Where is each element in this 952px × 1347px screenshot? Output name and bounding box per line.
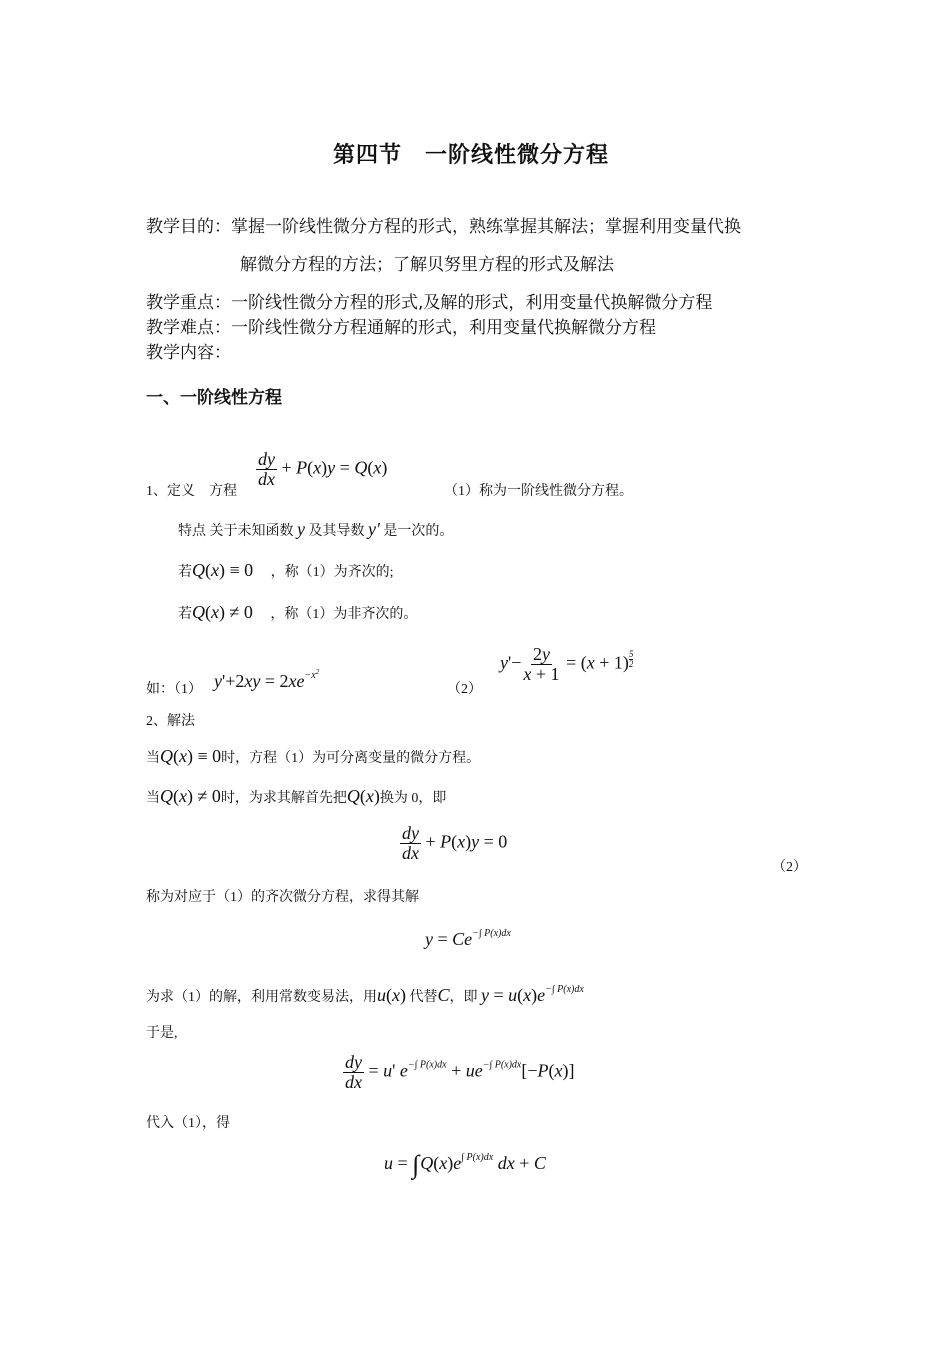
feature-text-a: 特点 关于未知函数 [178,524,294,539]
u-solution-equation: $u = \int Q(x)e^{\int P(x)dx}$ dx + C [384,1150,546,1179]
feature-line [178,519,453,540]
variation-line [146,984,584,1006]
nonhomog-prefix: 若 [178,607,192,622]
variation-mid: 代替 [409,990,438,1005]
y-symbol: y [297,519,305,539]
u-of-x: u(x) [377,985,406,1005]
case-q-zero [146,746,480,767]
solution-heading: 2、解法 [146,714,195,729]
y-prime-symbol: y' [368,519,380,539]
definition-suffix: （1）称为一阶线性微分方程。 [444,484,633,499]
variation-prefix: 为求（1）的解，利用常数变易法，用 [146,990,377,1005]
nonhomogeneous-condition [178,602,417,623]
example-equation-2: y'− $\frac{2y}{x + 1}$ = (x + 1) $\frac{5}{2}$ [500,644,634,684]
q-identically-zero: Q(x) ≡ 0 [192,560,254,580]
nonhomog-suffix: ，称（1）为非齐次的。 [270,607,418,622]
case2-mid: 时，为求其解首先把 [220,791,347,806]
example-equation-1: $y'+2xy = 2xe^{-x^2}$ [214,668,320,691]
feature-text-c: 是一次的。 [383,524,454,539]
section-heading: 一、一阶线性方程 [146,388,282,408]
derivative-equation: $\frac{dy}{dx}$ = u' $e^{-\int P(x)dx} + ue^{-\int P(x)dx}[-P(x)]$ [345,1052,575,1092]
key-points: 教学重点：一阶线性微分方程的形式,及解的形式，利用变量代换解微分方程 [146,293,713,313]
case2-prefix: 当 [146,791,160,806]
difficulties: 教学难点：一阶线性微分方程通解的形式，利用变量代换解微分方程 [146,318,656,338]
page-title: 第四节 一阶线性微分方程 [333,143,610,168]
variation-formula: $y = u(x)e^{-\int P(x)dx}$ [481,984,584,1005]
example-label-1: 如：（1） [146,682,202,697]
objective-line-2: 解微分方程的方法；了解贝努里方程的形式及解法 [240,255,614,275]
homogeneous-equation: $\frac{dy}{dx}$ + P(x)y = 0 [402,823,508,863]
then-label: 于是, [146,1026,178,1041]
case-q-nonzero [146,786,446,807]
variation-mid2: ，即 [449,990,478,1005]
equation-tag-2: （2） [772,860,807,875]
case1-prefix: 当 [146,751,160,766]
c-symbol: C [437,985,450,1005]
homogeneous-condition [178,560,394,581]
homogeneous-solution: $y = Ce^{-\int P(x)dx}$ [425,928,511,949]
objective-label: 教学目的： [146,217,231,237]
q-identically-zero-2: Q(x) ≡ 0 [160,746,222,766]
case1-suffix: 时，方程（1）为可分离变量的微分方程。 [221,751,481,766]
objective-line-1: 掌握一阶线性微分方程的形式，熟练掌握其解法；掌握利用变量代换 [231,217,741,237]
content-label: 教学内容： [146,343,231,363]
feature-text-b: 及其导数 [308,524,365,539]
substitute-label: 代入（1），得 [146,1116,230,1131]
homog-suffix: ，称（1）为齐次的; [270,565,394,580]
q-not-zero: Q(x) ≠ 0 [192,602,253,622]
example-label-2: （2） [447,682,482,697]
definition-prefix: 1、定义 方程 [146,484,237,499]
q-of-x: Q(x) [346,786,380,806]
homog-prefix: 若 [178,565,192,580]
q-not-zero-2: Q(x) ≠ 0 [160,786,221,806]
homogeneous-text: 称为对应于（1）的齐次微分方程，求得其解 [146,890,419,905]
linear-ode-formula: $\frac{dy}{dx}$ + P(x)y = Q(x) [258,449,388,489]
case2-suffix: 换为 0，即 [379,791,447,806]
